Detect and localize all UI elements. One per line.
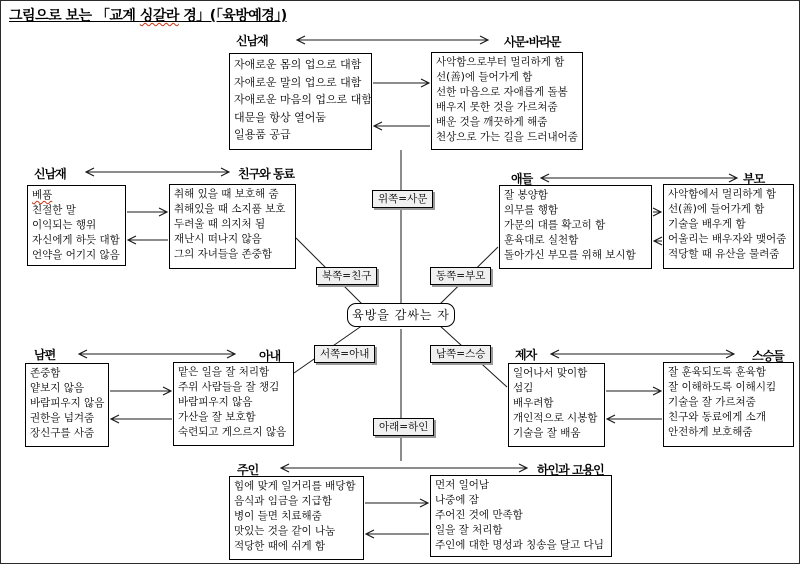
box-item: 장신구를 사줌 [30,427,95,439]
header-top-left: 신남재 [236,34,268,48]
box-item: 자애로운 마음의 업으로 대함 [234,93,373,106]
box-item: 의무를 행함 [504,204,559,216]
box-teachers-right [663,362,794,447]
box-servants-right [430,475,612,557]
box-item: 취해 있을 때 보호해 줌 [174,188,279,200]
title-text: 그림으로 보는 「교계 [9,8,140,24]
center-node: 육방을 감싸는 자 [347,303,455,327]
direction-label-west: 서쪽=아내 [314,345,375,363]
title-text-misspelled: 싱갈라 [139,8,179,24]
box-parents-right [663,184,794,269]
box-top-right [431,52,583,150]
box-item: 기술을 배우게 함 [668,218,746,230]
box-item: 가산을 잘 보호함 [178,411,256,423]
box-parents-left [499,185,652,269]
header-wife-left: 남편 [34,348,56,362]
header-servants-right: 하인과 고용인 [537,463,604,477]
box-item: 이익되는 행위 [32,219,97,231]
box-item: 돌아가신 부모를 위해 보시함 [504,249,636,261]
header-servants-left: 주인 [237,463,259,477]
box-item: 먼저 일어남 [435,479,490,491]
header-friends-left: 신남재 [34,167,66,181]
box-item: 나중에 잠 [435,494,479,506]
box-item: 일을 잘 처리함 [435,524,503,536]
direction-label-bottom: 아래=하인 [373,418,434,436]
box-item: 기술을 잘 가르쳐줌 [668,396,756,408]
direction-label-north: 북쪽=친구 [316,267,377,285]
box-item: 선(善)에 들어가게 함 [436,71,533,83]
box-item: 개인적으로 시봉함 [513,412,598,424]
box-item: 선(善)에 들어가게 함 [668,203,765,215]
box-item: 잘 훈육되도록 훈육함 [668,366,766,378]
box-item: 일어나서 맞이함 [513,367,588,379]
header-parents-left: 애들 [511,172,533,186]
box-item: 잘 이해하도록 이해시킴 [668,381,777,393]
box-item: 잘 봉양함 [504,189,548,201]
box-item: 배운 것을 깨끗하게 해줌 [436,116,548,128]
direction-label-top: 위쪽=사문 [372,190,433,208]
direction-label-east: 동쪽=부모 [430,267,491,285]
box-item: 주위 사람들을 잘 챙김 [178,381,280,393]
box-item: 자신에게 하듯 대함 [32,234,120,246]
box-item: 취해있을 때 소지품 보호 [174,203,286,215]
box-item: 훈육대로 실천함 [504,234,579,246]
box-item: 친구와 동료에게 소개 [668,411,766,423]
box-top-left [229,53,372,150]
header-wife-right: 아내 [259,349,281,363]
box-item: 언약을 어기지 않음 [32,249,120,261]
box-item: 바람피우지 않음 [178,396,253,408]
box-item: 적당할 때 유산을 물려줌 [668,248,780,260]
box-item: 재난시 떠나지 않음 [174,233,262,245]
page-title [9,5,287,25]
box-item: 병이 들면 치료해줌 [234,510,322,522]
box-item: 안전하게 보호해줌 [668,426,753,438]
box-item: 존중함 [30,367,61,379]
header-teachers-left: 제자 [515,348,537,362]
box-item: 권한을 넘겨줌 [30,412,95,424]
box-item: 사악함에서 멀리하게 함 [668,188,777,200]
box-item: 천상으로 가는 길을 드러내어줌 [436,131,578,143]
box-item: 맛있는 것을 같이 나눔 [234,525,336,537]
box-item: 기술을 잘 배움 [513,427,581,439]
direction-label-south: 남쪽=스승 [430,345,491,363]
box-item: 대문을 항상 열어둠 [234,110,327,124]
box-item: 두려울 때 의지처 됨 [174,218,266,230]
header-top-right: 사문·바라문 [504,35,561,49]
box-wife-right [173,362,294,446]
title-text: 경」(「육방예경」) [178,8,287,24]
box-item: 배우지 못한 것을 가르쳐줌 [436,101,558,113]
box-friends-left [27,185,126,266]
header-friends-right: 친구와 동료 [238,167,295,181]
box-item: 일용품 공급 [234,128,291,141]
box-item: 숙련되고 게으르지 않음 [178,426,287,438]
box-item: 가문의 대를 확고히 함 [504,219,606,231]
box-item: 바람피우지 않음 [30,397,105,409]
box-item: 주인에 대한 명성과 칭송을 달고 다님 [435,539,604,551]
box-item-misspelled: 베품 [32,189,53,201]
box-friends-right [169,184,296,269]
connector-lines [1,1,800,564]
box-item: 그의 자녀들을 존중함 [174,248,272,260]
box-item: 자애로운 말의 업으로 대함 [234,75,362,89]
box-item: 어울리는 배우자와 맺어줌 [668,233,787,245]
box-item: 힘에 맞게 일거리를 배당함 [234,480,356,492]
header-teachers-right: 스승들 [752,349,784,363]
box-item: 친절한 말 [32,204,76,216]
box-item: 맡은 일을 잘 처리함 [178,366,270,378]
box-item: 자애로운 몸의 업으로 대함 [234,58,362,71]
box-item: 적당한 때에 쉬게 함 [234,540,326,552]
box-item: 배우려함 [513,397,554,409]
box-servants-left [229,476,364,560]
box-item: 주어진 것에 만족함 [435,509,523,521]
box-item: 선한 마음으로 자애롭게 돌봄 [436,86,568,98]
box-wife-left [25,363,109,447]
box-item: 사악함으로부터 멀리하게 함 [436,56,565,68]
box-teachers-left [508,363,605,447]
header-parents-right: 부모 [743,172,765,186]
box-item: 음식과 임금을 지급함 [234,495,332,507]
box-item: 얕보지 않음 [30,382,85,394]
box-item: 섬김 [513,382,534,394]
